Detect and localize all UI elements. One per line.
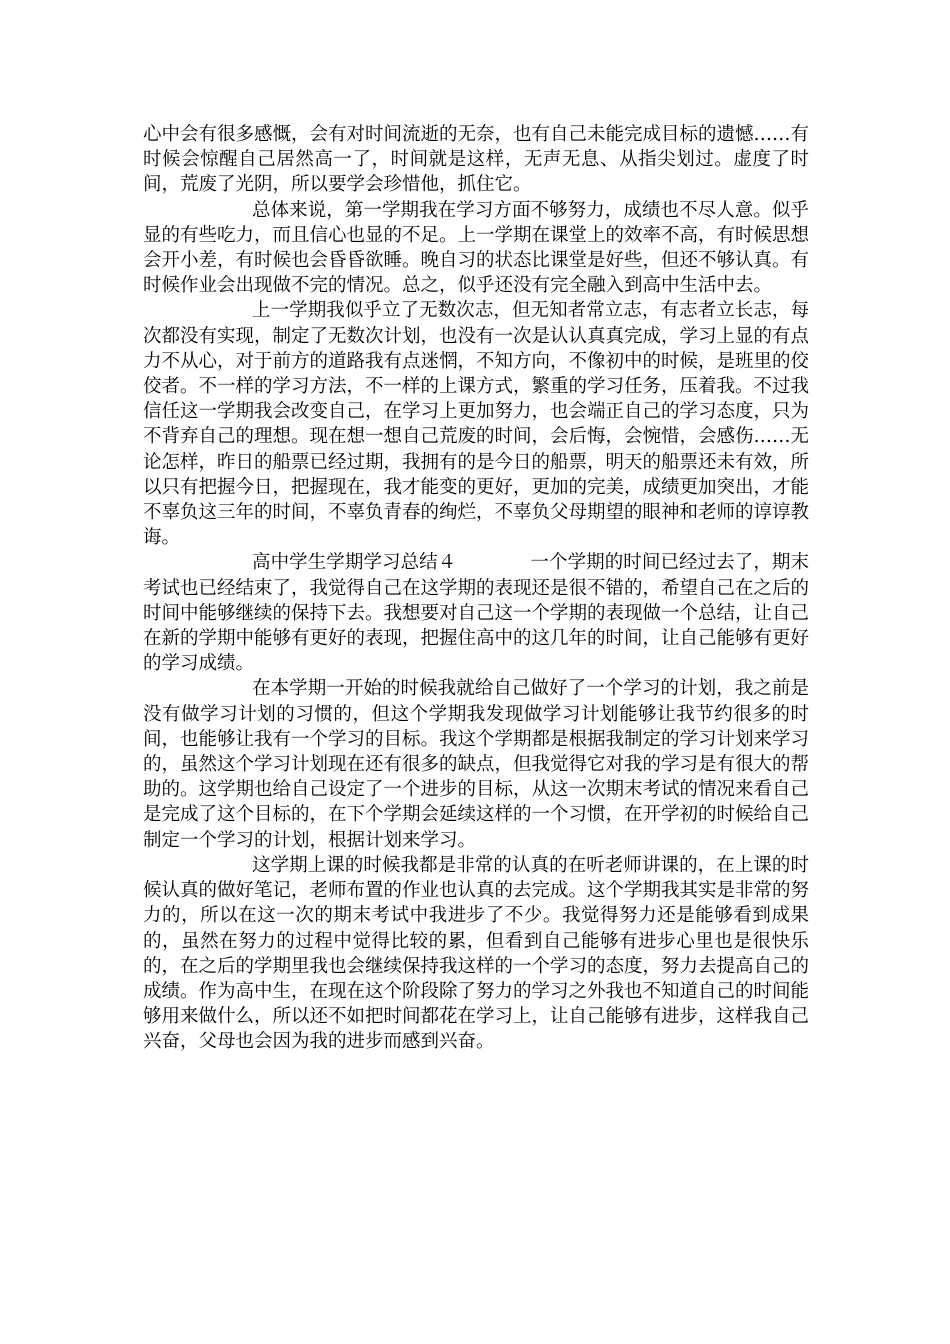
paragraph-2: 总体来说，第一学期我在学习方面不够努力，成绩也不尽人意。似乎显的有些吃力，而且信心也显的不足。上一学期在课堂上的效率不高，有时候思想会开小差，有时候也会昏昏欲睡。晚自习的状态比课堂是好些，但还不够认真。有时候作业会出现做不完的情况。总之，似乎还没有完全融入到高中生活中去。: [143, 199, 810, 297]
paragraph-1: 心中会有很多感慨，会有对时间流逝的无奈，也有自己未能完成目标的遗憾……有时候会惊醒自己居然高一了，时间就是这样，无声无息、从指尖划过。虚度了时间，荒废了光阴，所以要学会珍惜他，抓住它。: [143, 124, 810, 196]
paragraph-6: 这学期上课的时候我都是非常的认真的在听老师讲课的，在上课的时候认真的做好笔记，老师布置的作业也认真的去完成。这个学期我其实是非常的努力的，所以在这一次的期末考试中我进步了不少。我觉得努力还是能够看到成果的，虽然在努力的过程中觉得比较的累，但看到自己能够有进步心里也是很快乐的，在之后的学期里我也会继续保持我这样的一个学习的态度，努力去提高自己的成绩。作为高中生，在现在这个阶段除了努力的学习之外我也不知道自己的时间能够用来做什么，所以还不如把时间都花在学习上，让自己能够有进步，这样我自己兴奋，父母也会因为我的进步而感到兴奋。: [143, 854, 810, 1053]
paragraph-5: 在本学期一开始的时候我就给自己做好了一个学习的计划，我之前是没有做学习计划的习惯的，但这个学期我发现做学习计划能够让我节约很多的时间，也能够让我有一个学习的目标。我这个学期都是根据我制定的学习计划来学习的，虽然这个学习计划现在还有很多的缺点，但我觉得它对我的学习是有很大的帮助的。这学期也给自己设定了一个进步的目标，从这一次期末考试的情况来看自己是完成了这个目标的，在下个学期会延续这样的一个习惯，在开学初的时候给自己制定一个学习的计划，根据计划来学习。: [143, 678, 810, 851]
paragraph-4: 一个学期的时间已经过去了，期末考试也已经结束了，我觉得自己在这学期的表现还是很不错的，希望自己在之后的时间中能够继续的保持下去。我想要对自己这一个学期的表现做一个总结，让自己在新的学期中能够有更好的表现，把握住高中的这几年的时间，让自己能够有更好的学习成绩。: [143, 552, 810, 675]
document-body: [143, 122, 809, 1055]
section-heading: 高中学生学期学习总结４: [252, 552, 457, 574]
section-heading-paragraph: [143, 550, 809, 676]
paragraph-3: 上一学期我似乎立了无数次志，但无知者常立志，有志者立长志，每次都没有实现，制定了无数次计划，也没有一次是认认真真完成，学习上显的有点力不从心，对于前方的道路我有点迷惘，不知方向，不像初中的时候，是班里的佼佼者。不一样的学习方法，不一样的上课方式，繁重的学习任务，压着我。不过我信任这一学期我会改变自己，在学习上更加努力，也会端正自己的学习态度，只为不背弃自己的理想。现在想一想自己荒废的时间，会后悔，会惋惜，会感伤……无论怎样，昨日的船票已经过期，我拥有的是今日的船票，明天的船票还未有效，所以只有把握今日，把握现在，我才能变的更好，更加的完美，成绩更加突出，才能不辜负这三年的时间，不辜负青春的绚烂，不辜负父母期望的眼神和老师的谆谆教诲。: [143, 300, 810, 549]
